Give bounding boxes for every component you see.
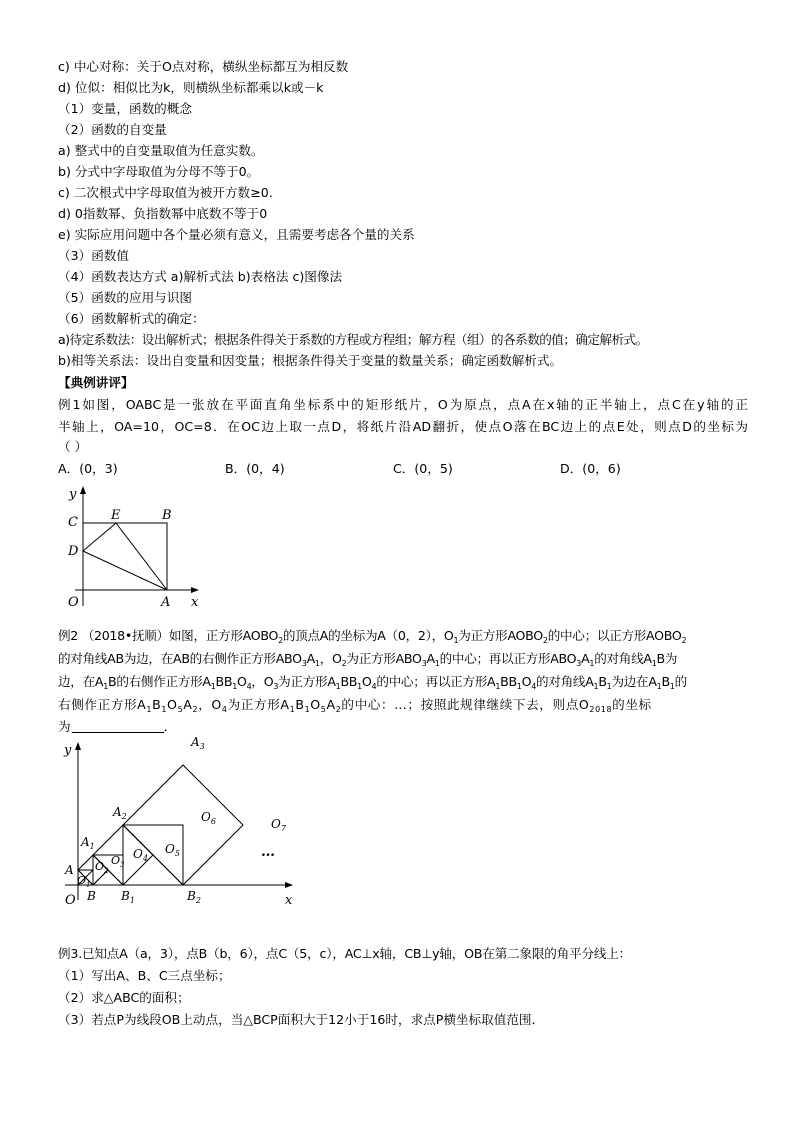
subscript: 1 bbox=[651, 659, 657, 668]
subscript: 1 bbox=[656, 682, 662, 691]
subscript: 5 bbox=[177, 705, 184, 714]
text-run: ，O bbox=[251, 674, 274, 689]
text-line: b) 分式中字母取值为分母不等于0。 bbox=[58, 164, 260, 179]
ex3-text: 例3.已知点A（a，3），点B（b，6），点C（5，c），AC⊥x轴，CB⊥y轴，OB在第二象限的角平分线上： bbox=[58, 946, 632, 961]
text-line: （4）函数表达方式 a)解析式法 b)表格法 c)图像法 bbox=[58, 269, 343, 284]
label-x: x bbox=[285, 893, 293, 908]
label-letter: A bbox=[113, 805, 122, 819]
subscript: 1 bbox=[210, 682, 216, 691]
label-subscript: 2 bbox=[104, 867, 109, 875]
ex1-option-c: C．(0，5) bbox=[393, 461, 453, 476]
ex1-option-d: D．(0，6) bbox=[560, 461, 621, 476]
text-run: ． bbox=[163, 719, 177, 734]
ex1-text: 例1如图，OABC是一张放在平面直角坐标系中的矩形纸片，O为原点，点A在x轴的正半轴上，点C在y轴的正 bbox=[58, 397, 748, 412]
text-run: 的坐标 bbox=[612, 697, 652, 712]
subscript: 1 bbox=[146, 705, 153, 714]
text-run: 的 bbox=[674, 674, 687, 689]
subscript: 2 bbox=[681, 636, 687, 645]
text-line: （1）变量，函数的概念 bbox=[58, 101, 192, 116]
text-line: c) 中心对称：关于O点对称，横纵坐标都互为相反数 bbox=[58, 59, 349, 74]
label-letter: O bbox=[77, 874, 87, 887]
text-run: B bbox=[152, 697, 162, 712]
subscript: 1 bbox=[495, 682, 501, 691]
label-e: E bbox=[111, 508, 121, 523]
text-run: 边，在A bbox=[58, 674, 104, 689]
subscript: 1 bbox=[314, 659, 320, 668]
subscript: 1 bbox=[161, 705, 168, 714]
label-y: y bbox=[69, 487, 77, 502]
subscript: 1 bbox=[606, 682, 612, 691]
fold-line-ad bbox=[83, 551, 167, 590]
section-heading: 【典例讲评】 bbox=[58, 375, 134, 390]
label-a2 bbox=[112, 805, 127, 821]
subscript: 1 bbox=[453, 636, 459, 645]
subscript: 4 bbox=[246, 682, 252, 691]
text-run: 的对角线A bbox=[536, 674, 594, 689]
label-o1 bbox=[77, 874, 91, 889]
text-run: 的中心：…；按照此规律继续下去，则点O bbox=[341, 697, 590, 712]
label-letter: A bbox=[191, 735, 200, 749]
label-letter: B bbox=[187, 889, 196, 903]
text-run: O bbox=[310, 697, 321, 712]
text-run: 为正方形ABO bbox=[346, 651, 422, 666]
subscript: 3 bbox=[576, 659, 582, 668]
label-subscript: 2 bbox=[195, 896, 201, 905]
text-run: 为正方形A bbox=[227, 697, 290, 712]
ex2-text bbox=[58, 696, 748, 714]
text-run: A bbox=[306, 651, 315, 666]
subscript: 1 bbox=[669, 682, 675, 691]
text-line: d) 位似：相似比为k，则横纵坐标都乘以k或－k bbox=[58, 80, 324, 95]
text-line: b)相等关系法：设出自变量和因变量；根据条件得关于变量的数量关系；确定函数解析式。 bbox=[58, 353, 563, 368]
text-run: B为 bbox=[656, 651, 678, 666]
subscript: 2 bbox=[341, 659, 347, 668]
subscript: 1 bbox=[516, 682, 522, 691]
label-subscript: 3 bbox=[120, 861, 125, 869]
subscript: 1 bbox=[232, 682, 237, 691]
ex1-option-b: B．(0，4) bbox=[225, 461, 285, 476]
text-run: 例2 （2018•抚顺）如图，正方形AOBO bbox=[58, 628, 279, 643]
label-subscript: 3 bbox=[199, 742, 205, 751]
subscript: 2 bbox=[542, 636, 548, 645]
label-o4 bbox=[133, 847, 148, 863]
label-letter: O bbox=[133, 847, 143, 861]
segment-ea bbox=[116, 523, 167, 590]
text-run: ，O bbox=[319, 651, 342, 666]
text-line: e) 实际应用问题中各个量必须有意义，且需要考虑各个量的关系 bbox=[58, 227, 415, 242]
text-run: O bbox=[521, 674, 532, 689]
label-o6 bbox=[201, 810, 216, 826]
text-run: 为 bbox=[58, 719, 71, 734]
text-line: （5）函数的应用与识图 bbox=[58, 290, 192, 305]
ex2-text bbox=[58, 627, 748, 645]
label-letter: O bbox=[271, 817, 281, 831]
label-letter: B bbox=[121, 889, 130, 903]
label-a: A bbox=[161, 595, 171, 610]
text-run: 的对角线AB为边，在AB的右侧作正方形ABO bbox=[58, 651, 302, 666]
ex1-figure bbox=[55, 482, 215, 614]
text-run: 为正方形AOBO bbox=[458, 628, 543, 643]
subscript: 1 bbox=[304, 705, 311, 714]
text-run: A bbox=[326, 697, 336, 712]
subscript: 4 bbox=[371, 682, 377, 691]
label-o: O bbox=[65, 893, 76, 908]
subscript: 2018 bbox=[589, 705, 613, 714]
text-run: 的顶点A的坐标为A（0，2），O bbox=[282, 628, 454, 643]
ex2-text bbox=[58, 673, 748, 691]
subscript: 3 bbox=[301, 659, 307, 668]
text-line: （3）函数值 bbox=[58, 248, 129, 263]
label-o7 bbox=[271, 817, 287, 833]
ex1-option-a: A．(0，3) bbox=[58, 461, 118, 476]
text-run: 为正方形A bbox=[278, 674, 336, 689]
text-run: B bbox=[661, 674, 670, 689]
label-b2 bbox=[186, 889, 201, 905]
label-letter: O bbox=[201, 810, 211, 824]
label-subscript: 1 bbox=[129, 896, 135, 905]
label-a1 bbox=[80, 835, 95, 851]
text-run: 的对角线A bbox=[594, 651, 652, 666]
label-letter: A bbox=[81, 835, 90, 849]
text-run: 的中心；以正方形AOBO bbox=[547, 628, 682, 643]
label-letter: O bbox=[95, 860, 105, 873]
text-run: O bbox=[237, 674, 247, 689]
ex1-text: 半轴上，OA=10，OC=8．在OC边上取一点D，将纸片沿AD翻折，使点O落在BC边上的点E处，则点D的坐标为 bbox=[58, 419, 748, 434]
text-run: 的中心；再以正方形ABO bbox=[439, 651, 577, 666]
text-line: a) 整式中的自变量取值为任意实数。 bbox=[58, 143, 264, 158]
subscript: 3 bbox=[273, 682, 279, 691]
text-line: （6）函数解析式的确定： bbox=[58, 311, 205, 326]
text-run: A bbox=[183, 697, 193, 712]
subscript: 4 bbox=[221, 705, 228, 714]
label-subscript: 7 bbox=[280, 824, 286, 833]
text-run: B的右侧作正方形A bbox=[108, 674, 211, 689]
ex2-text bbox=[58, 650, 748, 668]
label-c: C bbox=[68, 515, 78, 530]
label-b: B bbox=[162, 508, 172, 523]
text-line: （2）函数的自变量 bbox=[58, 122, 167, 137]
x-arrow bbox=[285, 882, 293, 888]
ex1-answer-paren: （ ） bbox=[58, 439, 88, 454]
y-arrow bbox=[75, 742, 81, 750]
text-line: d) 0指数幂、负指数幂中底数不等于0 bbox=[58, 206, 268, 221]
subscript: 1 bbox=[103, 682, 108, 691]
text-run: BB bbox=[215, 674, 233, 689]
ex3-question-2: （2）求△ABC的面积； bbox=[58, 990, 190, 1005]
label-ellipsis: … bbox=[261, 844, 275, 860]
label-x: x bbox=[191, 595, 199, 610]
ex2-figure bbox=[55, 732, 305, 912]
subscript: 1 bbox=[357, 682, 362, 691]
subscript: 1 bbox=[289, 705, 296, 714]
subscript: 3 bbox=[421, 659, 427, 668]
label-subscript: 5 bbox=[174, 849, 180, 858]
label-subscript: 6 bbox=[210, 817, 216, 826]
subscript: 1 bbox=[593, 682, 599, 691]
label-y: y bbox=[64, 743, 72, 758]
label-letter: O bbox=[165, 842, 175, 856]
text-run: O bbox=[361, 674, 372, 689]
label-b: B bbox=[87, 889, 96, 903]
text-run: A bbox=[581, 651, 590, 666]
answer-blank[interactable] bbox=[72, 718, 164, 733]
label-letter: O bbox=[111, 854, 121, 867]
x-arrow bbox=[191, 587, 199, 593]
label-o2 bbox=[95, 860, 109, 875]
segment-de bbox=[83, 523, 116, 551]
ex3-question-3: （3）若点P为线段OB上动点，当△BCP面积大于12小于16时，求点P横坐标取值范围． bbox=[58, 1012, 545, 1027]
label-subscript: 1 bbox=[86, 881, 91, 889]
label-subscript: 4 bbox=[142, 854, 148, 863]
label-o5 bbox=[165, 842, 180, 858]
subscript: 2 bbox=[278, 636, 283, 645]
label-d: D bbox=[68, 544, 79, 559]
text-run: B bbox=[598, 674, 607, 689]
text-run: BB bbox=[340, 674, 358, 689]
text-line: c) 二次根式中字母取值为被开方数≥0. bbox=[58, 185, 273, 200]
y-arrow bbox=[80, 486, 86, 494]
text-line: a)待定系数法：设出解析式；根据条件得关于系数的方程或方程组；解方程（组）的各系数的值；确定解析式。 bbox=[58, 332, 648, 347]
label-a3 bbox=[190, 735, 205, 751]
subscript: 5 bbox=[320, 705, 327, 714]
text-run: A bbox=[426, 651, 435, 666]
subscript: 2 bbox=[335, 705, 342, 714]
label-a: A bbox=[65, 863, 74, 877]
text-run: 为边在A bbox=[611, 674, 657, 689]
label-subscript: 1 bbox=[89, 842, 95, 851]
subscript: 2 bbox=[192, 705, 199, 714]
subscript: 4 bbox=[531, 682, 537, 691]
text-run: O bbox=[167, 697, 178, 712]
label-o: O bbox=[68, 595, 79, 610]
subscript: 1 bbox=[589, 659, 595, 668]
subscript: 1 bbox=[434, 659, 440, 668]
subscript: 1 bbox=[335, 682, 341, 691]
text-run: BB bbox=[500, 674, 517, 689]
label-b1 bbox=[120, 889, 135, 905]
label-subscript: 2 bbox=[121, 812, 127, 821]
text-run: 右侧作正方形A bbox=[58, 697, 147, 712]
text-run: 的中心；再以正方形A bbox=[376, 674, 496, 689]
ex3-question-1: （1）写出A、B、C三点坐标； bbox=[58, 968, 231, 983]
text-run: ，O bbox=[198, 697, 222, 712]
text-run: B bbox=[295, 697, 305, 712]
